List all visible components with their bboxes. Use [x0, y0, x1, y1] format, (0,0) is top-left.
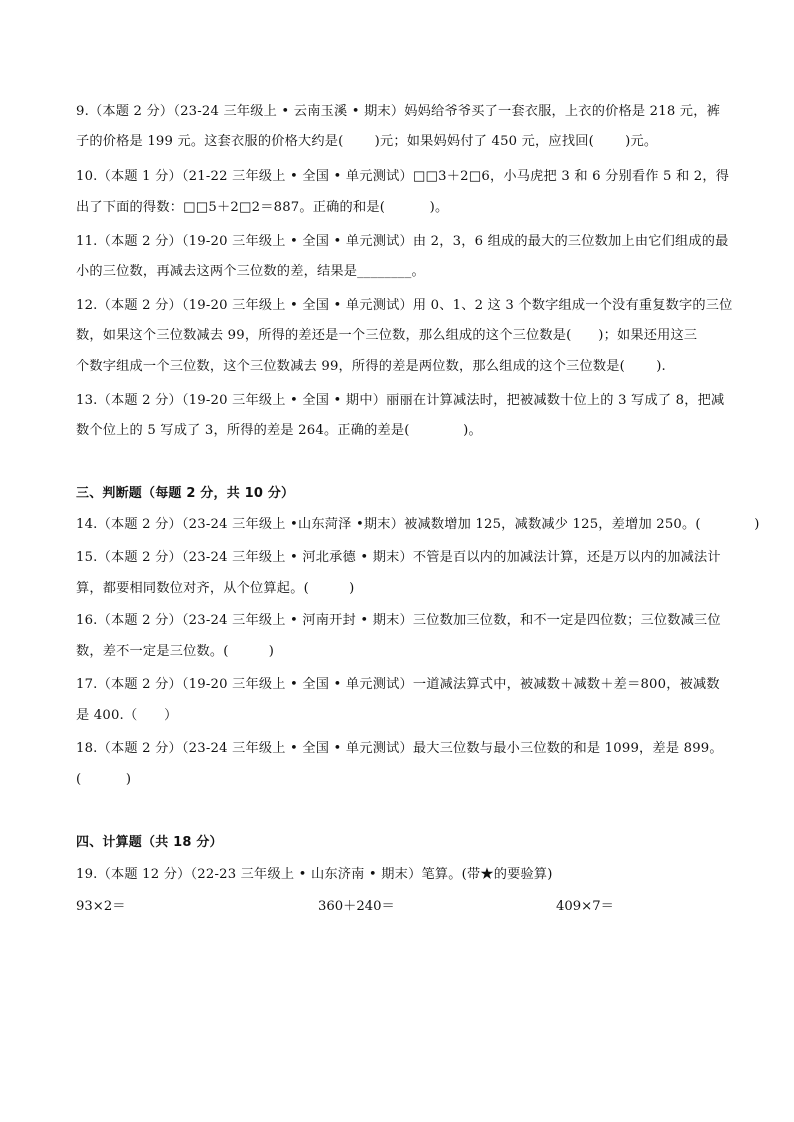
q14-line-1: 14.（本题 2 分）（23-24 三年级上 •山东菏泽 •期末）被减数增加 125，减数减少 125，差增加 250。( ) — [76, 517, 760, 532]
q11-line-2: 小的三位数，再减去这两个三位数的差，结果是________。 — [76, 264, 425, 279]
q18-line-1: 18.（本题 2 分）（23-24 三年级上 • 全国 • 单元测试）最大三位数与最小三位数的和是 1099，差是 899。 — [76, 741, 723, 756]
q15-line-1: 15.（本题 2 分）（23-24 三年级上 • 河北承德 • 期末）不管是百以内的加减法计算，还是万以内的加减法计 — [76, 550, 721, 565]
q13-line-2: 数个位上的 5 写成了 3，所得的差是 264。正确的差是( )。 — [76, 423, 482, 438]
q18-line-2: ( ) — [76, 772, 132, 787]
section-heading-judgment: 三、判断题（每题 2 分，共 10 分） — [76, 486, 295, 501]
q12-line-2: 数，如果这个三位数减去 99，所得的差还是一个三位数，那么组成的这个三位数是( )；如果还用这三 — [76, 328, 698, 343]
q19-line-1: 19.（本题 12 分）（22-23 三年级上 • 山东济南 • 期末）笔算。(带★的要验算) — [76, 867, 553, 882]
q12-line-1: 12.（本题 2 分）（19-20 三年级上 • 全国 • 单元测试）用 0、1、2 这 3 个数字组成一个没有重复数字的三位 — [76, 298, 733, 313]
q17-line-1: 17.（本题 2 分）（19-20 三年级上 • 全国 • 单元测试）一道减法算式中，被减数＋减数＋差＝800，被减数 — [76, 677, 720, 692]
q13-line-1: 13.（本题 2 分）（19-20 三年级上 • 全国 • 期中）丽丽在计算减法时，把被减数十位上的 3 写成了 8，把减 — [76, 393, 725, 408]
q16-line-2: 数，差不一定是三位数。( ) — [76, 644, 275, 659]
q10-line-2: 出了下面的得数：□□5＋2□2＝887。正确的和是( )。 — [76, 200, 449, 215]
q9-line-1: 9.（本题 2 分）（23-24 三年级上 • 云南玉溪 • 期末）妈妈给爷爷买了一套衣服，上衣的价格是 218 元，裤 — [76, 104, 720, 119]
q9-line-2: 子的价格是 199 元。这套衣服的价格大约是( )元；如果妈妈付了 450 元，应找回( )元。 — [76, 134, 658, 149]
q11-line-1: 11.（本题 2 分）（19-20 三年级上 • 全国 • 单元测试）由 2，3，6 组成的最大的三位数加上由它们组成的最 — [76, 234, 729, 249]
q17-line-2: 是 400.（ ） — [76, 708, 178, 723]
q16-line-1: 16.（本题 2 分）（23-24 三年级上 • 河南开封 • 期末）三位数加三位数，和不一定是四位数；三位数减三位 — [76, 613, 721, 628]
q15-line-2: 算，都要相同数位对齐，从个位算起。( ) — [76, 581, 355, 596]
calc-item-2: 360＋240＝ — [318, 899, 395, 914]
calc-item-3: 409×7＝ — [556, 899, 614, 914]
calc-item-1: 93×2＝ — [76, 899, 126, 914]
section-heading-calculation: 四、计算题（共 18 分） — [76, 835, 223, 850]
q12-line-3: 个数字组成一个三位数，这个三位数减去 99，所得的差是两位数，那么组成的这个三位数是( ). — [76, 359, 666, 374]
q10-line-1: 10.（本题 1 分）（21-22 三年级上 • 全国 • 单元测试）□□3＋2□6，小马虎把 3 和 6 分别看作 5 和 2，得 — [76, 169, 730, 184]
